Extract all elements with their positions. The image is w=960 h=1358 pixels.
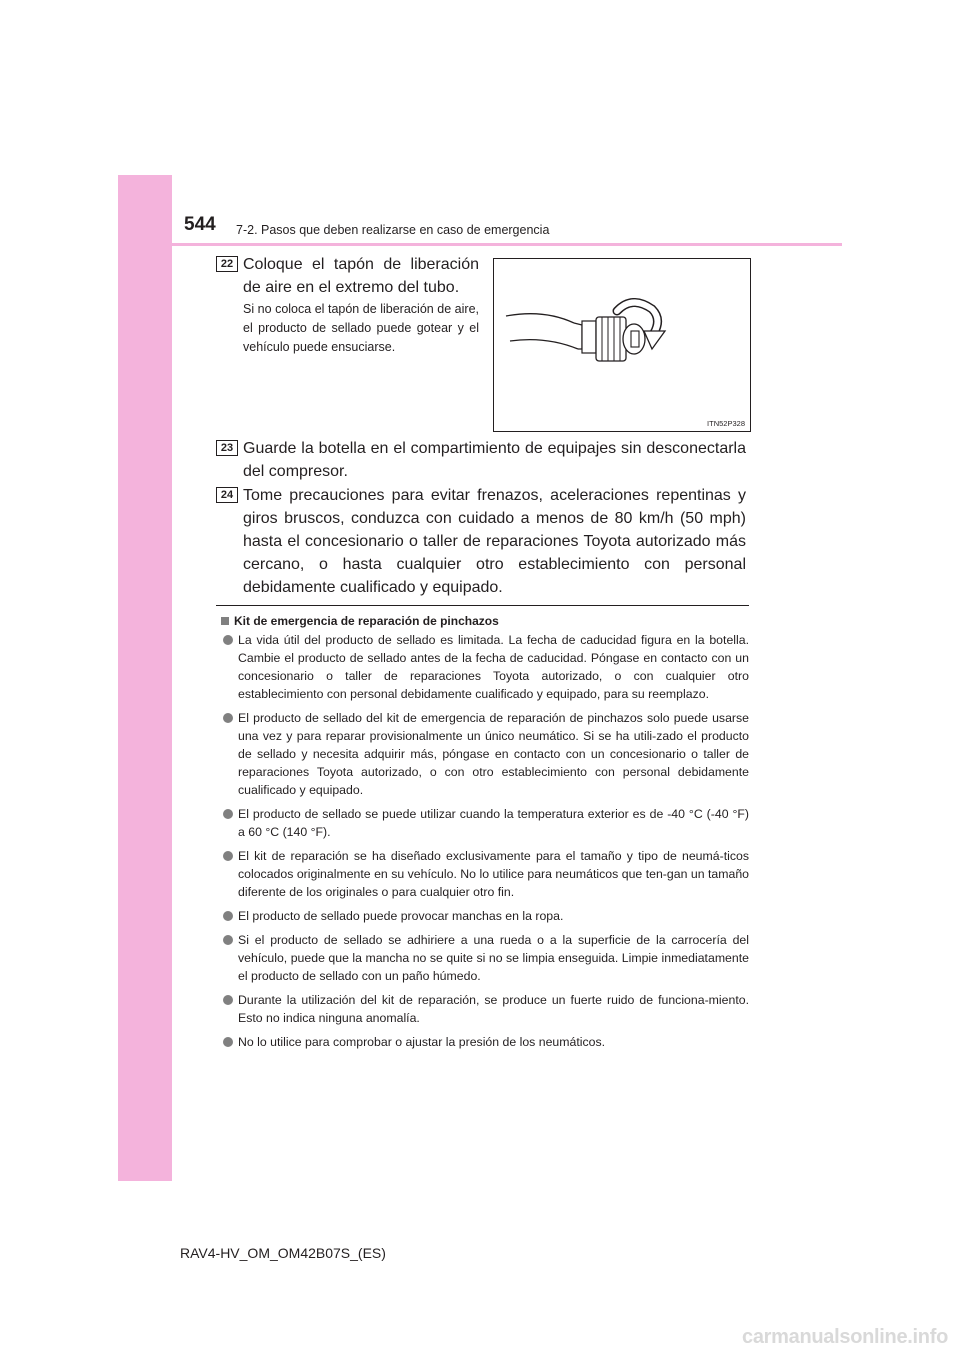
list-item <box>221 805 749 841</box>
side-color-band <box>118 175 172 1181</box>
bullet-dot-icon <box>223 809 233 819</box>
step-badge-23: 23 <box>216 440 238 456</box>
figure-air-release-cap <box>493 258 751 432</box>
bullet-dot-icon <box>223 713 233 723</box>
bullet-text: No lo utilice para comprobar o ajustar la presión de los neumáticos. <box>238 1035 606 1049</box>
svg-text:carmanualsonline.info: carmanualsonline.info <box>742 1326 948 1348</box>
list-item <box>221 1033 749 1051</box>
hose-cap-illustration <box>494 259 750 431</box>
info-heading-text: Kit de emergencia de reparación de pinchazos <box>234 614 499 628</box>
info-heading <box>221 613 499 629</box>
step-23-text: Guarde la botella en el compartimiento de equipajes sin desconectarla del compresor. <box>243 440 746 480</box>
bullet-text: El kit de reparación se ha diseñado exclusivamente para el tamaño y tipo de neumá-ticos colocados originalmente en su vehículo. No lo utilice para neumáticos que ten-gan un tamaño diferente de los originales o para cualquier otro fin. <box>238 849 749 899</box>
step-badge-22: 22 <box>216 256 238 272</box>
bullet-text: El producto de sellado del kit de emergencia de reparación de pinchazos solo puede usarse una vez y para reparar provisionalmente un único neumático. Si se ha utili-zado el producto de sellado y necesita adquirir más, póngase en contacto con un concesionario o taller de reparaciones Toyota autorizado, o con otro establecimiento con personal debidamente cualificado y equipado. <box>238 711 749 797</box>
bullet-dot-icon <box>223 995 233 1005</box>
bullet-text: Durante la utilización del kit de reparación, se produce un fuerte ruido de funciona-miento. Esto no indica ninguna anomalía. <box>238 993 749 1025</box>
list-item <box>221 931 749 985</box>
list-item <box>221 847 749 901</box>
list-item <box>221 907 749 925</box>
bullet-text: La vida útil del producto de sellado es limitada. La fecha de caducidad figura en la botella. Cambie el producto de sellado antes de la fecha de caducidad. Póngase en contacto con un concesionario o taller de reparaciones Toyota autorizado, o con cualquier otro establecimiento con personal debidamente cualificado y equipado, para su reemplazo. <box>238 633 749 701</box>
step-badge-24: 24 <box>216 487 238 503</box>
square-bullet-icon <box>221 617 229 625</box>
step-24-text: Tome precauciones para evitar frenazos, aceleraciones repentinas y giros bruscos, conduzca con cuidado a menos de 80 km/h (50 mph) hasta el concesionario o taller de reparaciones Toyota autorizado más cercano, o hasta cualquier otro establecimiento con personal debidamente cualificado y equipado. <box>243 487 746 596</box>
list-item <box>221 631 749 703</box>
list-item <box>221 709 749 799</box>
info-bullet-list <box>221 631 749 1057</box>
section-title: 7-2. Pasos que deben realizarse en caso de emergencia <box>236 223 550 237</box>
bullet-dot-icon <box>223 635 233 645</box>
list-item <box>221 991 749 1027</box>
bullet-text: El producto de sellado se puede utilizar cuando la temperatura exterior es de -40 °C (-40 °F) a 60 °C (140 °F). <box>238 807 749 839</box>
step-22-note: Si no coloca el tapón de liberación de aire, el producto de sellado puede gotear y el vehículo puede ensuciarse. <box>243 302 479 354</box>
bullet-dot-icon <box>223 851 233 861</box>
figure-code: ITN52P328 <box>707 419 745 428</box>
step-22-text: Coloque el tapón de liberación de aire en el extremo del tubo. <box>243 256 479 296</box>
bullet-dot-icon <box>223 1037 233 1047</box>
bullet-dot-icon <box>223 911 233 921</box>
bullet-text: Si el producto de sellado se adhiriere a una rueda o a la superficie de la carrocería del vehículo, puede que la mancha no se quite si no se limpia enseguida. Limpie inmediatamente el producto de sellado con un paño húmedo. <box>238 933 749 983</box>
bullet-dot-icon <box>223 935 233 945</box>
page-number: 544 <box>184 214 216 235</box>
bullet-text: El producto de sellado puede provocar manchas en la ropa. <box>238 909 564 923</box>
footer-document-code: RAV4-HV_OM_OM42B07S_(ES) <box>180 1245 386 1261</box>
section-divider <box>216 605 749 606</box>
header-rule <box>172 243 842 246</box>
watermark-logo <box>633 1323 953 1349</box>
